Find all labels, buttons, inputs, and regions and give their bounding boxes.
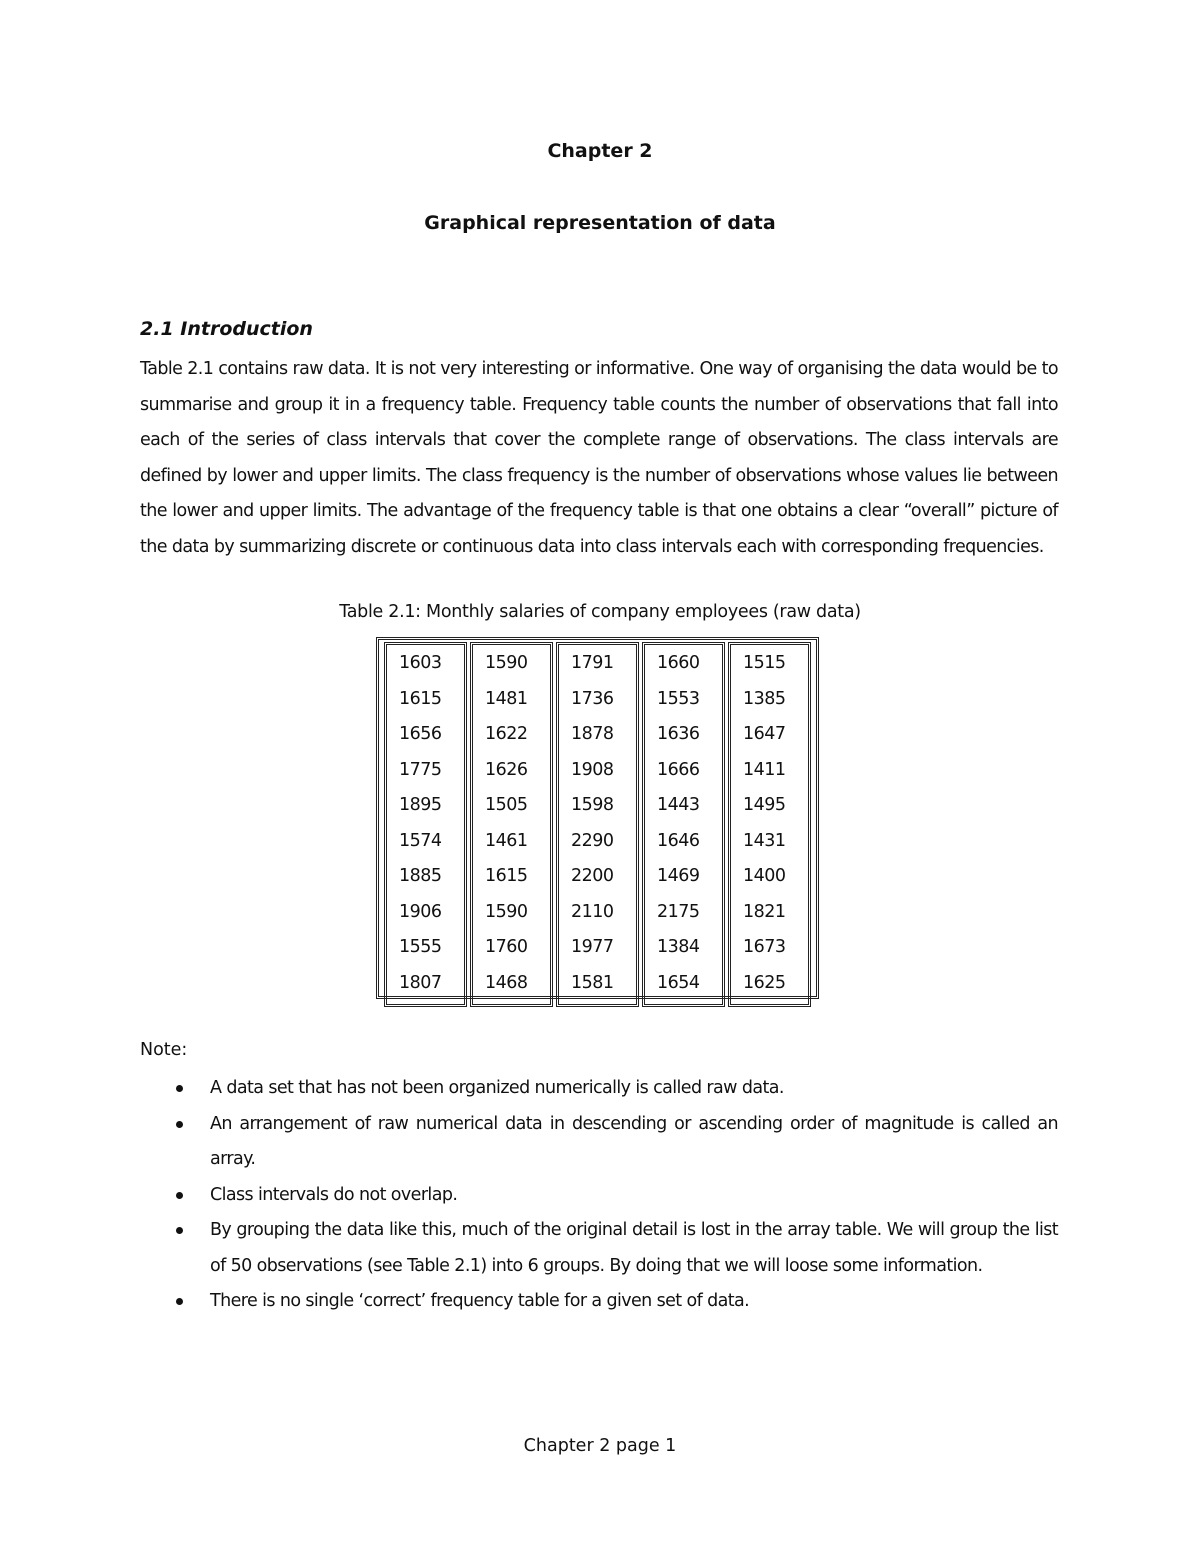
table-cell: 1515 bbox=[743, 653, 786, 673]
table-cell: 1385 bbox=[743, 688, 786, 709]
list-item-text: A data set that has not been organized numerically is called raw data. bbox=[210, 1078, 784, 1098]
table-cell: 1760 bbox=[485, 937, 528, 957]
table-caption: Table 2.1: Monthly salaries of company employees (raw data) bbox=[339, 602, 861, 622]
table-cell: 1625 bbox=[743, 972, 786, 993]
document-title: Graphical representation of data bbox=[424, 212, 776, 234]
table-cell: 1673 bbox=[743, 937, 786, 957]
bullet-icon bbox=[176, 1298, 183, 1305]
list-item-text: An arrangement of raw numerical data in descending or ascending order of magnitude is called an array. bbox=[210, 1113, 1058, 1169]
table-column bbox=[384, 642, 467, 1007]
table-cell: 1431 bbox=[743, 830, 786, 851]
table-column bbox=[642, 642, 725, 1007]
list-item bbox=[140, 1178, 1058, 1214]
section-heading: 2.1 Introduction bbox=[140, 318, 313, 340]
table-cell: 1906 bbox=[399, 901, 442, 922]
bullet-icon bbox=[176, 1192, 183, 1199]
list-item bbox=[140, 1107, 1058, 1178]
table-column bbox=[470, 642, 553, 1007]
table-cell: 1468 bbox=[485, 972, 528, 993]
table-cell: 1636 bbox=[657, 724, 700, 744]
table-cell: 1885 bbox=[399, 866, 442, 886]
table-cell: 1555 bbox=[399, 937, 442, 957]
table-cell: 1895 bbox=[399, 795, 442, 815]
list-item bbox=[140, 1213, 1058, 1284]
list-item-text: Class intervals do not overlap. bbox=[210, 1184, 458, 1205]
table-cell: 1590 bbox=[485, 653, 528, 673]
table-cell: 1495 bbox=[743, 795, 786, 815]
table-cell: 1666 bbox=[657, 759, 700, 780]
list-item bbox=[140, 1284, 1058, 1320]
table-cell: 1581 bbox=[571, 972, 614, 993]
table-cell: 1603 bbox=[399, 653, 442, 673]
table-cell: 1598 bbox=[571, 795, 614, 815]
page-footer: Chapter 2 page 1 bbox=[523, 1436, 677, 1456]
chapter-title: Chapter 2 bbox=[547, 140, 653, 162]
table-cell: 1481 bbox=[485, 688, 528, 709]
table-cell: 1807 bbox=[399, 972, 442, 993]
table-cell: 1660 bbox=[657, 653, 700, 673]
table-cell: 1384 bbox=[657, 937, 700, 957]
table-cell: 1400 bbox=[743, 866, 786, 886]
table-cell: 1626 bbox=[485, 759, 528, 780]
table-cell: 1977 bbox=[571, 937, 614, 957]
list-item-text: By grouping the data like this, much of the original detail is lost in the array table. We will group the list of 50 observations (see Table 2.1) into 6 groups. By doing that we will loose some information. bbox=[210, 1220, 1058, 1276]
note-list bbox=[140, 1071, 1058, 1320]
list-item-text: There is no single ‘correct’ frequency table for a given set of data. bbox=[210, 1291, 750, 1311]
bullet-icon bbox=[176, 1121, 183, 1128]
table-column bbox=[556, 642, 639, 1007]
table-cell: 1654 bbox=[657, 972, 700, 993]
table-cell: 1878 bbox=[571, 724, 614, 744]
list-item bbox=[140, 1071, 1058, 1107]
table-cell: 2290 bbox=[571, 830, 614, 851]
table-cell: 1505 bbox=[485, 795, 528, 815]
bullet-icon bbox=[176, 1227, 183, 1234]
table-cell: 1656 bbox=[399, 724, 442, 744]
table-cell: 1622 bbox=[485, 724, 528, 744]
table-cell: 1443 bbox=[657, 795, 700, 815]
table-cell: 1791 bbox=[571, 653, 614, 673]
table-cell: 1736 bbox=[571, 688, 614, 709]
table-cell: 1821 bbox=[743, 901, 786, 922]
table-cell: 1411 bbox=[743, 759, 786, 780]
table-cell: 1775 bbox=[399, 759, 442, 780]
table-cell: 2200 bbox=[571, 866, 614, 886]
table-cell: 1469 bbox=[657, 866, 700, 886]
table-cell: 1646 bbox=[657, 830, 700, 851]
table-cell: 1908 bbox=[571, 759, 614, 780]
table-cell: 1574 bbox=[399, 830, 442, 851]
table-cell: 1647 bbox=[743, 724, 786, 744]
table-cell: 2175 bbox=[657, 901, 700, 922]
note-label: Note: bbox=[140, 1040, 188, 1060]
table-cell: 1461 bbox=[485, 830, 528, 851]
raw-data-grid bbox=[381, 642, 814, 1007]
intro-paragraph: Table 2.1 contains raw data. It is not very interesting or informative. One way of organising the data would be to summarise and group it in a frequency table. Frequency table counts the number of observations that fall into each of the series of class intervals that cover the complete range of observations. The class intervals are defined by lower and upper limits. The class frequency is the number of observations whose values lie between the lower and upper limits. The advantage of the frequency table is that one obtains a clear “overall” picture of the data by summarizing discrete or continuous data into class intervals each with corresponding frequencies. bbox=[140, 359, 1058, 557]
table-cell: 1615 bbox=[399, 688, 442, 709]
table-column bbox=[728, 642, 811, 1007]
bullet-icon bbox=[176, 1085, 183, 1092]
table-cell: 1553 bbox=[657, 688, 700, 709]
table-cell: 1615 bbox=[485, 866, 528, 886]
table-cell: 1590 bbox=[485, 901, 528, 922]
raw-data-table bbox=[376, 637, 819, 999]
table-cell: 2110 bbox=[571, 901, 614, 922]
